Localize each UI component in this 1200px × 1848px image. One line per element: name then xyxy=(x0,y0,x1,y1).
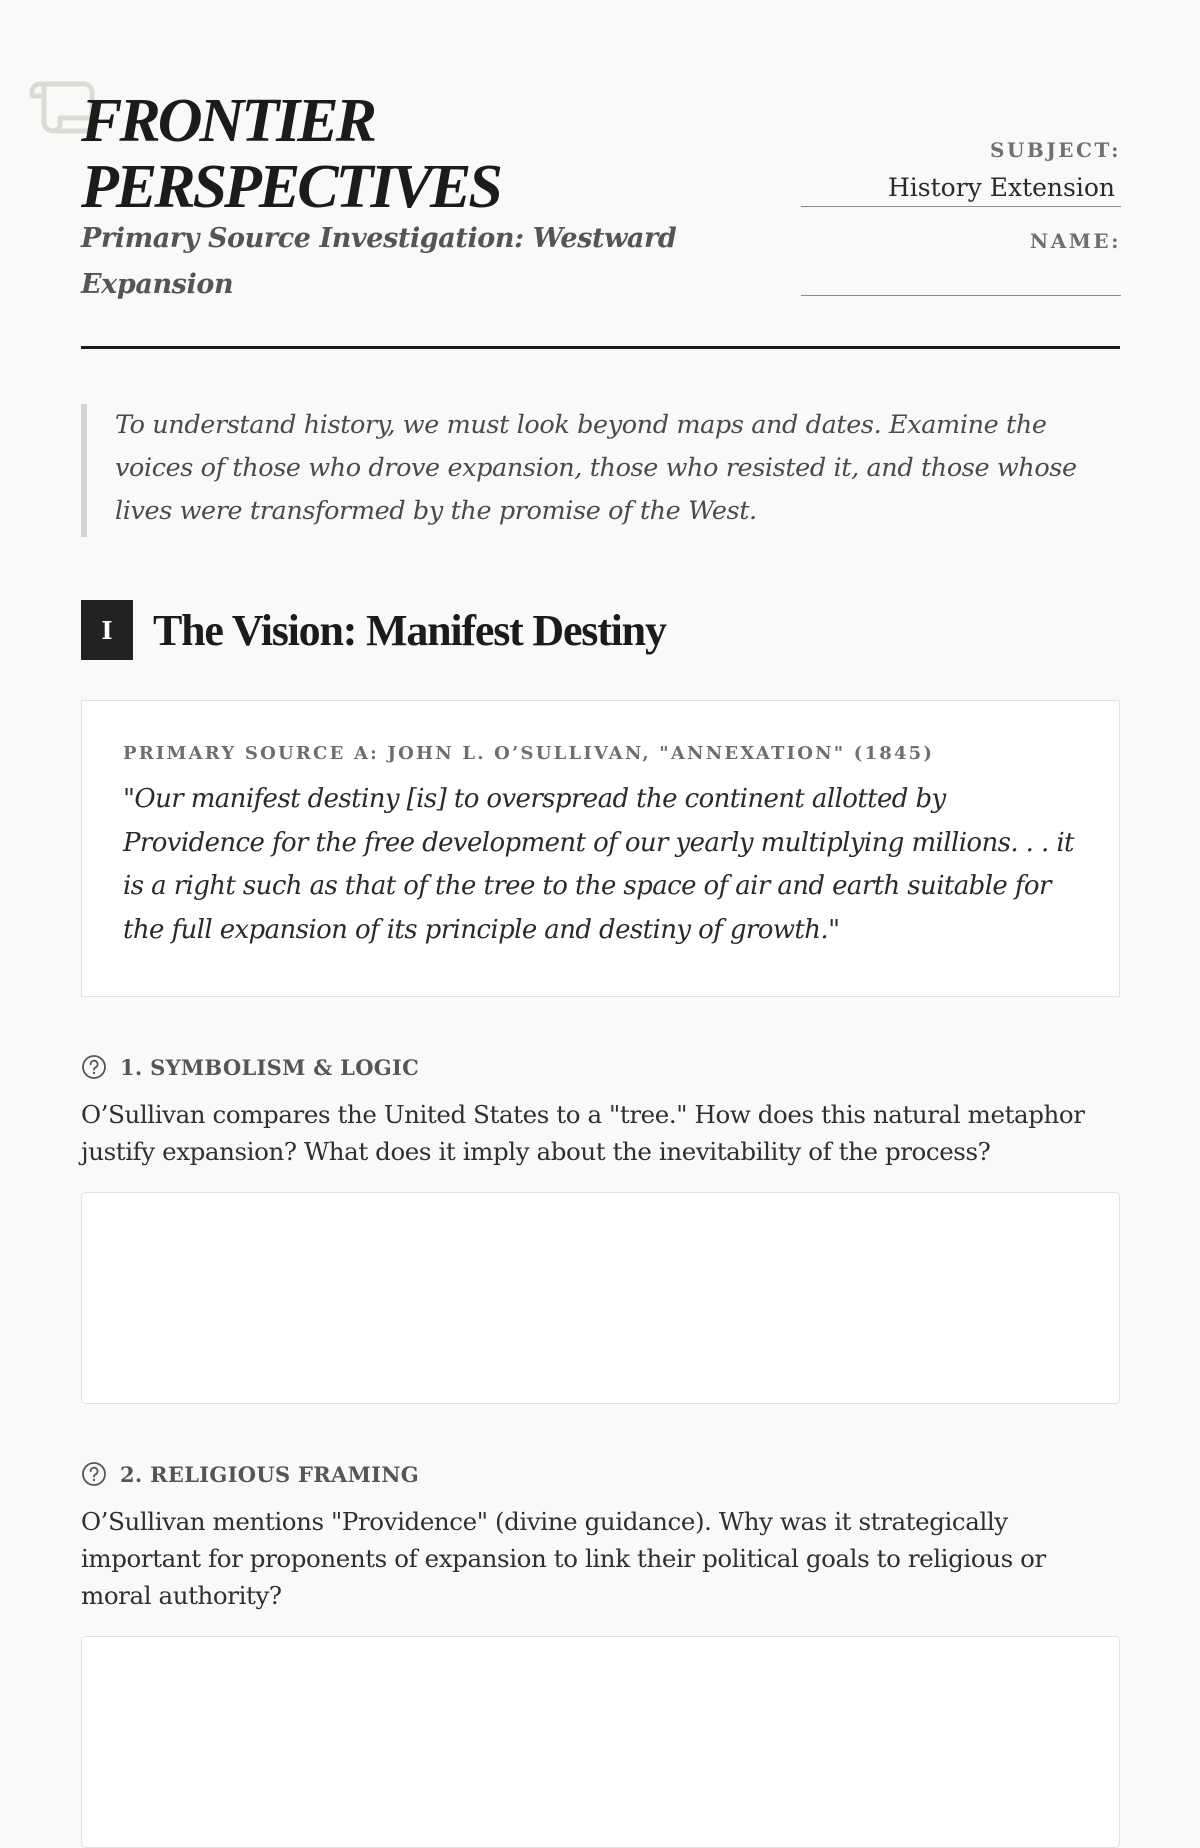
question-2 xyxy=(81,1459,1120,1848)
section-heading xyxy=(81,600,666,660)
page-subtitle: Primary Source Investigation: Westward Expansion xyxy=(81,223,677,300)
subject-field[interactable]: History Extension xyxy=(801,172,1121,207)
answer-input-2[interactable] xyxy=(81,1636,1120,1848)
question-header xyxy=(81,1459,1120,1489)
name-label: NAME: xyxy=(1029,229,1121,253)
source-label: PRIMARY SOURCE A: JOHN L. O’SULLIVAN, "ANNEXATION" (1845) xyxy=(123,743,935,764)
primary-source-card xyxy=(81,700,1120,997)
section-title: The Vision: Manifest Destiny xyxy=(153,605,666,655)
subject-label: SUBJECT: xyxy=(990,138,1121,162)
question-circle-icon xyxy=(81,1054,107,1080)
worksheet-header xyxy=(81,0,1120,350)
question-prompt: O’Sullivan mentions "Providence" (divine guidance). Why was it strategically important for proponents of expansion to link their political goals to religious or moral authority? xyxy=(81,1507,1046,1610)
question-1 xyxy=(81,1052,1120,1404)
section-number-badge: I xyxy=(81,600,133,660)
page-title xyxy=(81,88,500,220)
name-field[interactable] xyxy=(801,263,1121,296)
worksheet-page xyxy=(81,0,1121,1610)
page-title-line-2: PERSPECTIVES xyxy=(81,153,500,221)
header-divider xyxy=(81,346,1120,349)
question-label: 2. RELIGIOUS FRAMING xyxy=(120,1461,419,1487)
intro-blockquote: To understand history, we must look beyond maps and dates. Examine the voices of those who drove expansion, those who resisted it, and those whose lives were transformed by the promise of the West. xyxy=(81,404,1101,537)
question-header xyxy=(81,1052,1120,1082)
page-title-line-1: FRONTIER xyxy=(81,87,374,155)
answer-input-1[interactable] xyxy=(81,1192,1120,1404)
question-circle-icon xyxy=(81,1461,107,1487)
source-quote: "Our manifest destiny [is] to overspread the continent allotted by Providence for the free development of our yearly multiplying millions. . . it is a right such as that of the tree to the space of air and earth suitable for the full expansion of its principle and destiny of growth." xyxy=(123,784,1074,945)
student-info xyxy=(801,138,1121,296)
question-label: 1. SYMBOLISM & LOGIC xyxy=(120,1054,420,1080)
question-prompt: O’Sullivan compares the United States to a "tree." How does this natural metaphor justify expansion? What does it imply about the inevitability of the process? xyxy=(81,1100,1085,1166)
